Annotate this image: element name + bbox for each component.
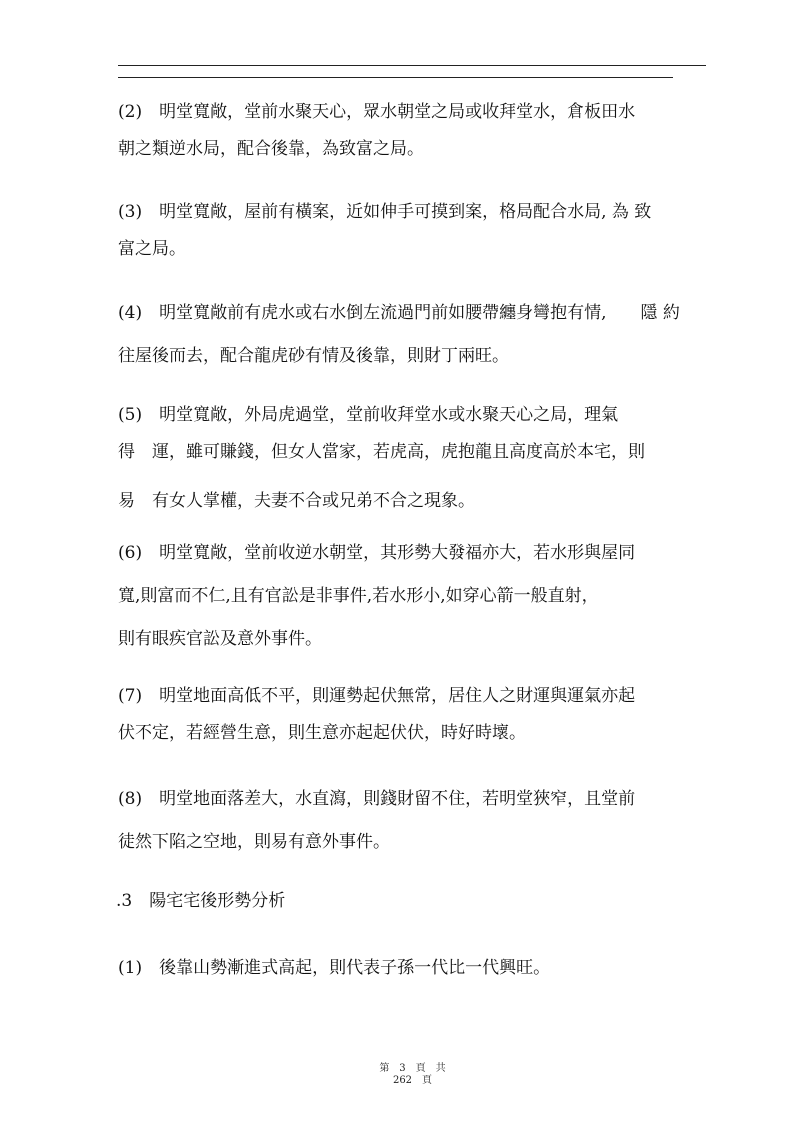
paragraph-line: (5) 明堂寬敞，外局虎過堂，堂前收拜堂水或水聚天心之局，理氣 — [118, 405, 619, 425]
paragraph-line: (1) 後靠山勢漸進式高起，則代表子孫一代比一代興旺。 — [118, 958, 551, 978]
paragraph-line: (3) 明堂寬敞，屋前有橫案，近如伸手可摸到案，格局配合水局, 為 致 — [118, 202, 652, 222]
paragraph-line: 則有眼疾官訟及意外事件。 — [118, 629, 322, 649]
page-total: 262 頁 — [392, 1075, 433, 1086]
paragraph-line: (2) 明堂寬敞，堂前水聚天心，眾水朝堂之局或收拜堂水，倉板田水 — [118, 102, 636, 122]
paragraph-line: 得 運，雖可賺錢，但女人當家，若虎高，虎抱龍且高度高於本宅，則 — [118, 442, 645, 462]
paragraph-line: 伏不定，若經營生意，則生意亦起起伏伏，時好時壞。 — [118, 723, 526, 743]
paragraph-line: 朝之類逆水局，配合後靠，為致富之局。 — [118, 139, 424, 159]
paragraph-line: (4) 明堂寬敞前有虎水或右水倒左流過門前如腰帶纏身彎抱有情, 隱 約 — [118, 303, 680, 323]
paragraph-line: 易 有女人掌權，夫妻不合或兄弟不合之現象。 — [118, 491, 475, 511]
page-number: 第 3 頁 共 — [379, 1063, 446, 1074]
paragraph-line: 往屋後而去，配合龍虎砂有情及後靠，則財丁兩旺。 — [118, 346, 509, 366]
paragraph-line: 富之局。 — [118, 239, 186, 259]
header-rule-bottom — [118, 77, 673, 78]
paragraph-line: (8) 明堂地面落差大，水直瀉，則錢財留不住，若明堂狹窄，且堂前 — [118, 789, 636, 809]
paragraph-line: 徒然下陷之空地，則易有意外事件。 — [118, 832, 390, 852]
header-rule-top — [118, 65, 706, 66]
section-heading: .3 陽宅宅後形勢分析 — [116, 891, 286, 911]
paragraph-line: (6) 明堂寬敞，堂前收逆水朝堂，其形勢大發福亦大，若水形與屋同 — [118, 543, 636, 563]
paragraph-line: (7) 明堂地面高低不平，則運勢起伏無常，居住人之財運與運氣亦起 — [118, 686, 636, 706]
paragraph-line: 寬,則富而不仁,且有官訟是非事件,若水形小,如穿心箭一般直射， — [118, 586, 599, 606]
